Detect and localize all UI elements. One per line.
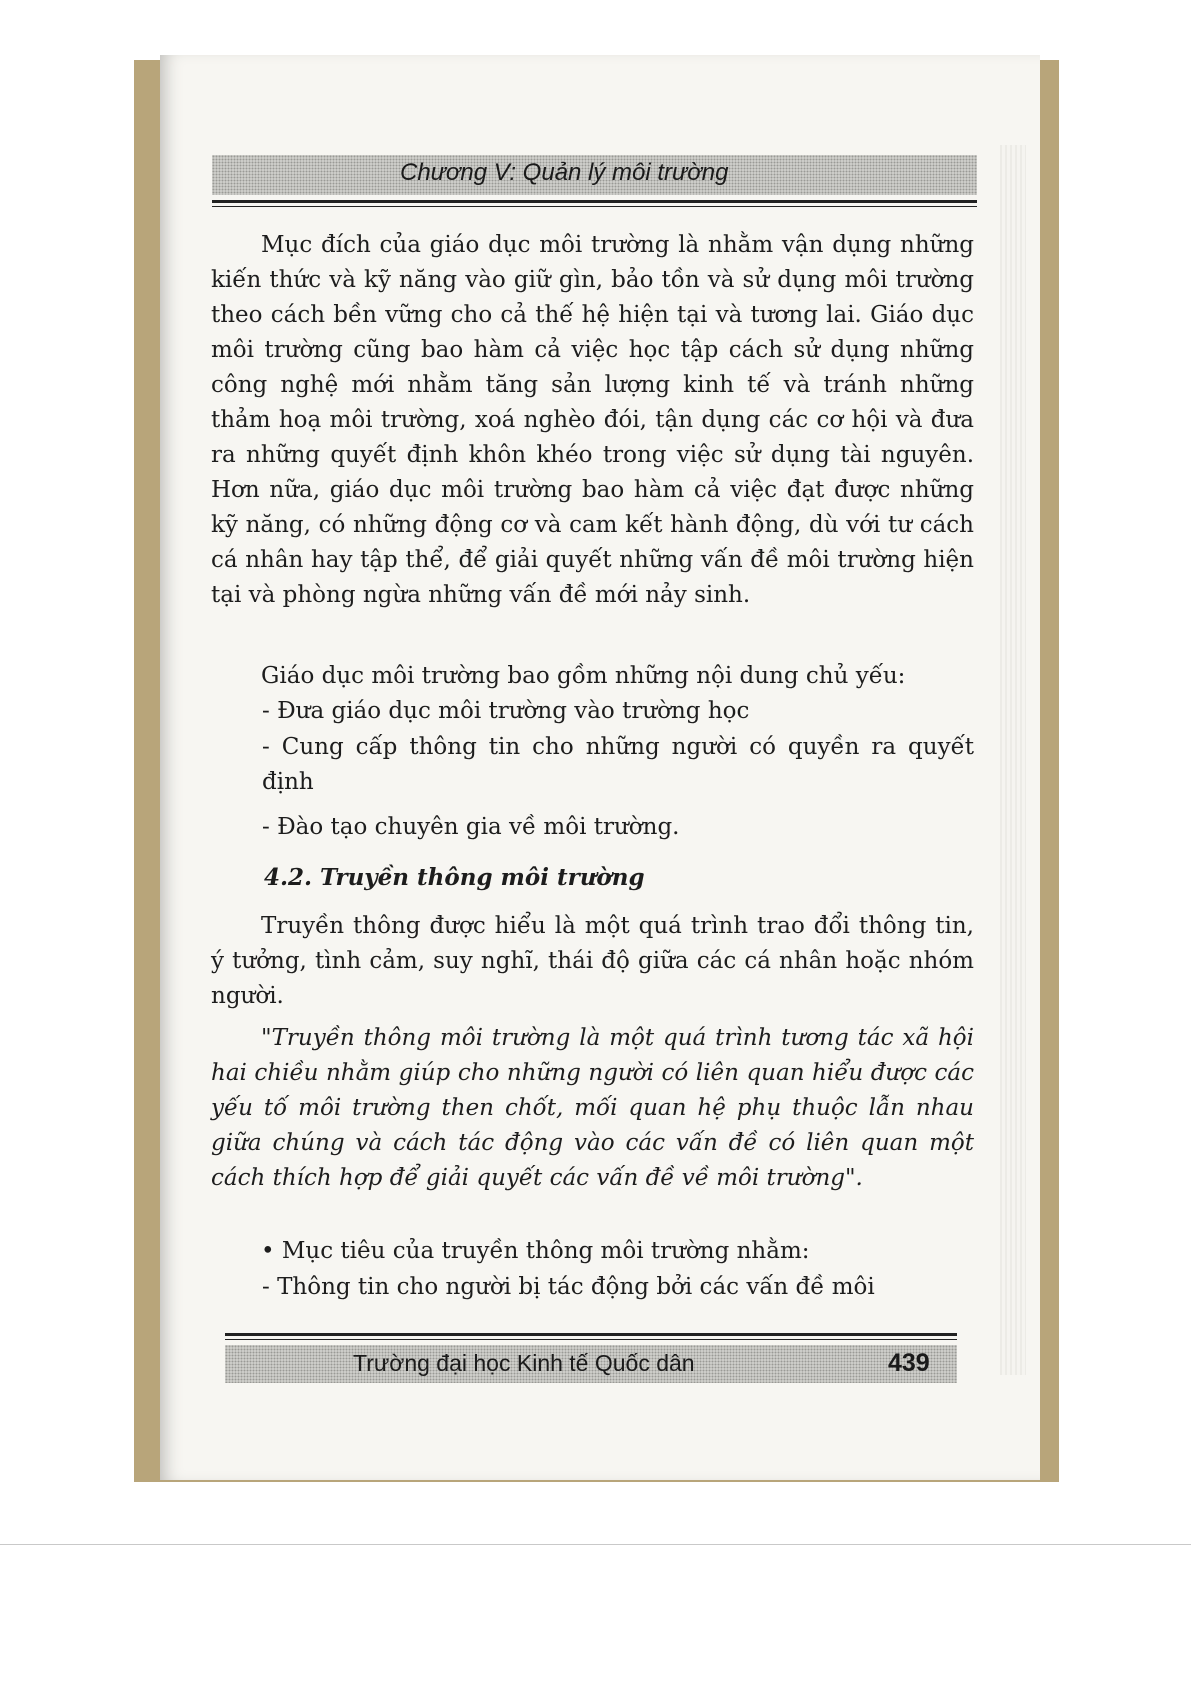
page-edge [1000,145,1026,1375]
paragraph-purpose: Mục đích của giáo dục môi trường là nhằm vận dụng những kiến thức và kỹ năng vào giữ gìn, bảo tồn và sử dụng môi trường theo cách bền vững cho cả thế hệ hiện tại và tương lai. Giáo dục môi trường cũng bao hàm cả việc học tập cách sử dụng những công nghệ mới nhằm tăng sản lượng kinh tế và tránh những thảm hoạ môi trường, xoá nghèo đói, tận dụng các cơ hội và đưa ra những quyết định khôn khéo trong việc sử dụng tài nguyên. Hơn nữa, giáo dục môi trường bao hàm cả việc đạt được những kỹ năng, có những động cơ và cam kết hành động, dù với tư cách cá nhân hay tập thể, để giải quyết những vấn đề môi trường hiện tại và phòng ngừa những vấn đề mới nảy sinh. [211,232,974,608]
paragraph-contents-intro: Giáo dục môi trường bao gồm những nội dung chủ yếu: [261,663,906,689]
footer-rule [225,1333,957,1336]
section-heading: 4.2. Truyền thông môi trường [264,864,645,891]
quote-environmental-communication: "Truyền thông môi trường là một quá trình tương tác xã hội hai chiều nhằm giúp cho những người có liên quan hiểu được các yếu tố môi trường then chốt, mối quan hệ phụ thuộc lẫn nhau giữa chúng và cách tác động vào các vấn đề có liên quan một cách thích hợp để giải quyết các vấn đề về môi trường". [211,1025,974,1191]
page-number: 439 [888,1349,930,1377]
paragraph-communication-definition: Truyền thông được hiểu là một quá trình trao đổi thông tin, ý tưởng, tình cảm, suy nghĩ, thái độ giữa các cá nhân hoặc nhóm người. [211,913,974,1009]
list-item-schools: - Đưa giáo dục môi trường vào trường học [262,698,750,724]
chapter-title: Chương V: Quản lý môi trường [400,159,729,186]
page-divider [0,1544,1191,1545]
list-item-experts: - Đào tạo chuyên gia về môi trường. [262,814,680,840]
list-item-decision-makers: - Cung cấp thông tin cho những người có quyền ra quyết định [262,734,974,795]
header-rule-thin [212,206,977,207]
list-item-inform: - Thông tin cho người bị tác động bởi các vấn đề môi [262,1274,875,1300]
footer-rule-thin [225,1339,957,1340]
footer-school-name: Trường đại học Kinh tế Quốc dân [353,1350,695,1376]
bullet-objectives: • Mục tiêu của truyền thông môi trường nhằm: [261,1238,810,1264]
header-rule [212,200,977,203]
